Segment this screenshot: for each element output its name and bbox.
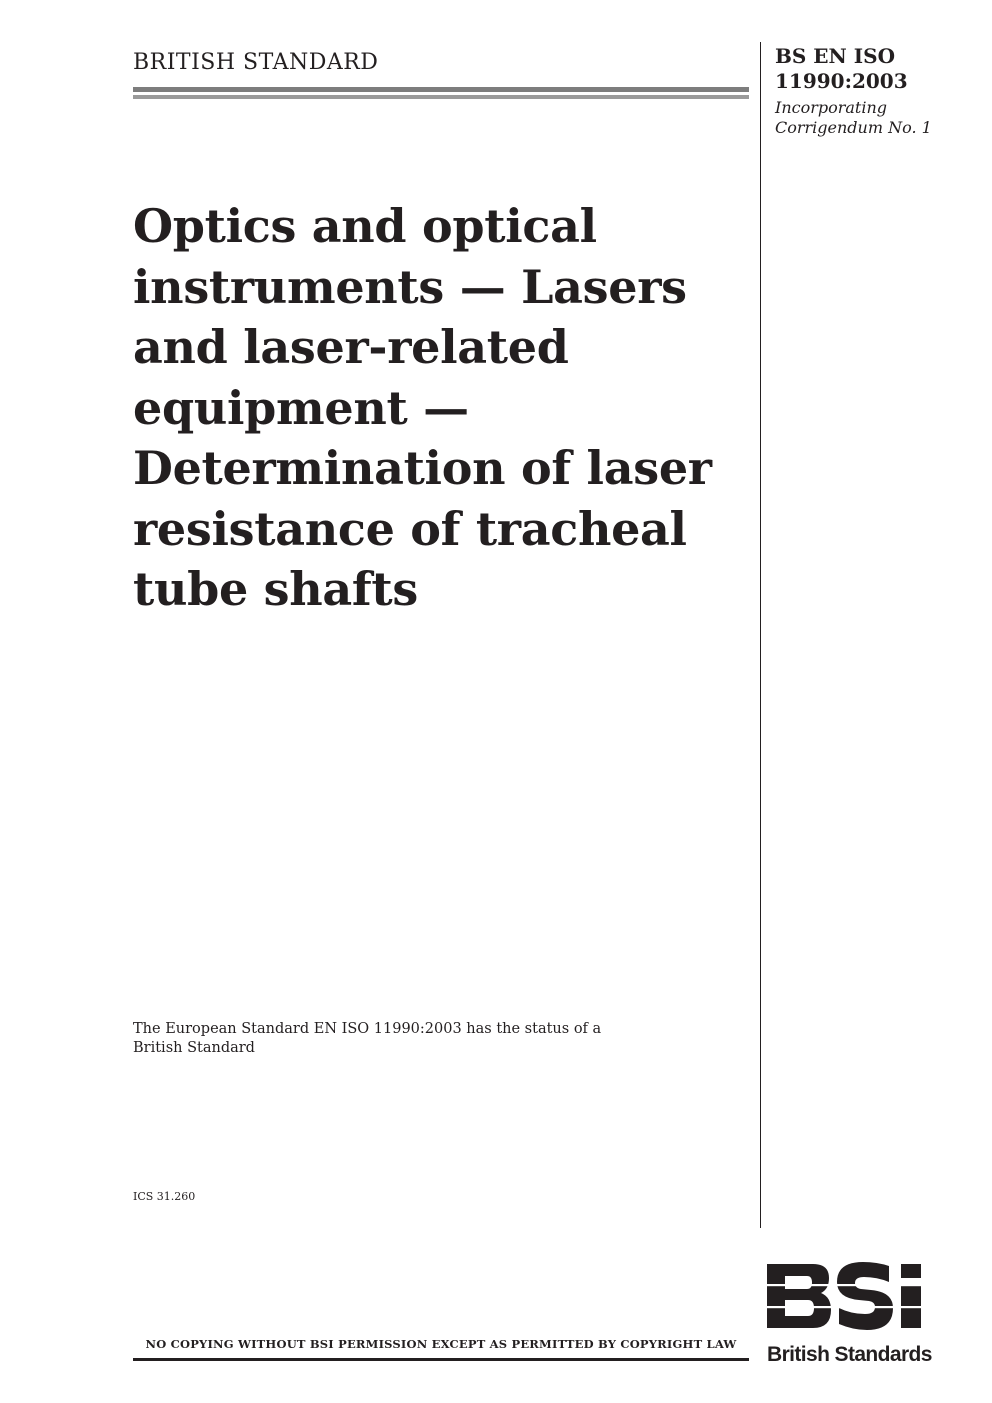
standard-number <box>775 44 908 94</box>
standard-type-label: BRITISH STANDARD <box>133 50 379 75</box>
incorporating-line-1: Incorporating <box>775 98 888 117</box>
bsi-logo-caption: British Standards <box>767 1343 932 1366</box>
title-line: resistance of tracheal <box>133 501 687 556</box>
header-rule-top <box>133 87 749 92</box>
ics-code: ICS 31.260 <box>133 1190 196 1203</box>
document-title <box>133 196 743 620</box>
status-note <box>133 1020 601 1058</box>
status-note-line-1: The European Standard EN ISO 11990:2003 has the status of a <box>133 1021 602 1037</box>
title-line: tube shafts <box>133 562 418 616</box>
title-line: Determination of laser <box>133 441 712 495</box>
header-rule-bottom <box>133 95 749 99</box>
vertical-divider <box>760 42 761 1228</box>
standard-number-line-1: BS EN ISO <box>775 44 896 68</box>
standard-number-line-2: 11990:2003 <box>775 69 908 93</box>
status-note-line-2: British Standard <box>133 1040 255 1056</box>
incorporating-note <box>775 98 932 138</box>
title-line: Optics and optical <box>133 199 597 253</box>
copyright-rule <box>133 1358 749 1361</box>
title-line: and laser-related <box>133 320 569 374</box>
incorporating-line-2: Corrigendum No. 1 <box>775 118 932 137</box>
title-line: instruments — Lasers <box>133 259 687 314</box>
copyright-notice: NO COPYING WITHOUT BSI PERMISSION EXCEPT AS PERMITTED BY COPYRIGHT LAW <box>145 1337 737 1351</box>
title-line: equipment — <box>133 380 469 435</box>
bsi-logo-mark <box>765 1262 945 1342</box>
